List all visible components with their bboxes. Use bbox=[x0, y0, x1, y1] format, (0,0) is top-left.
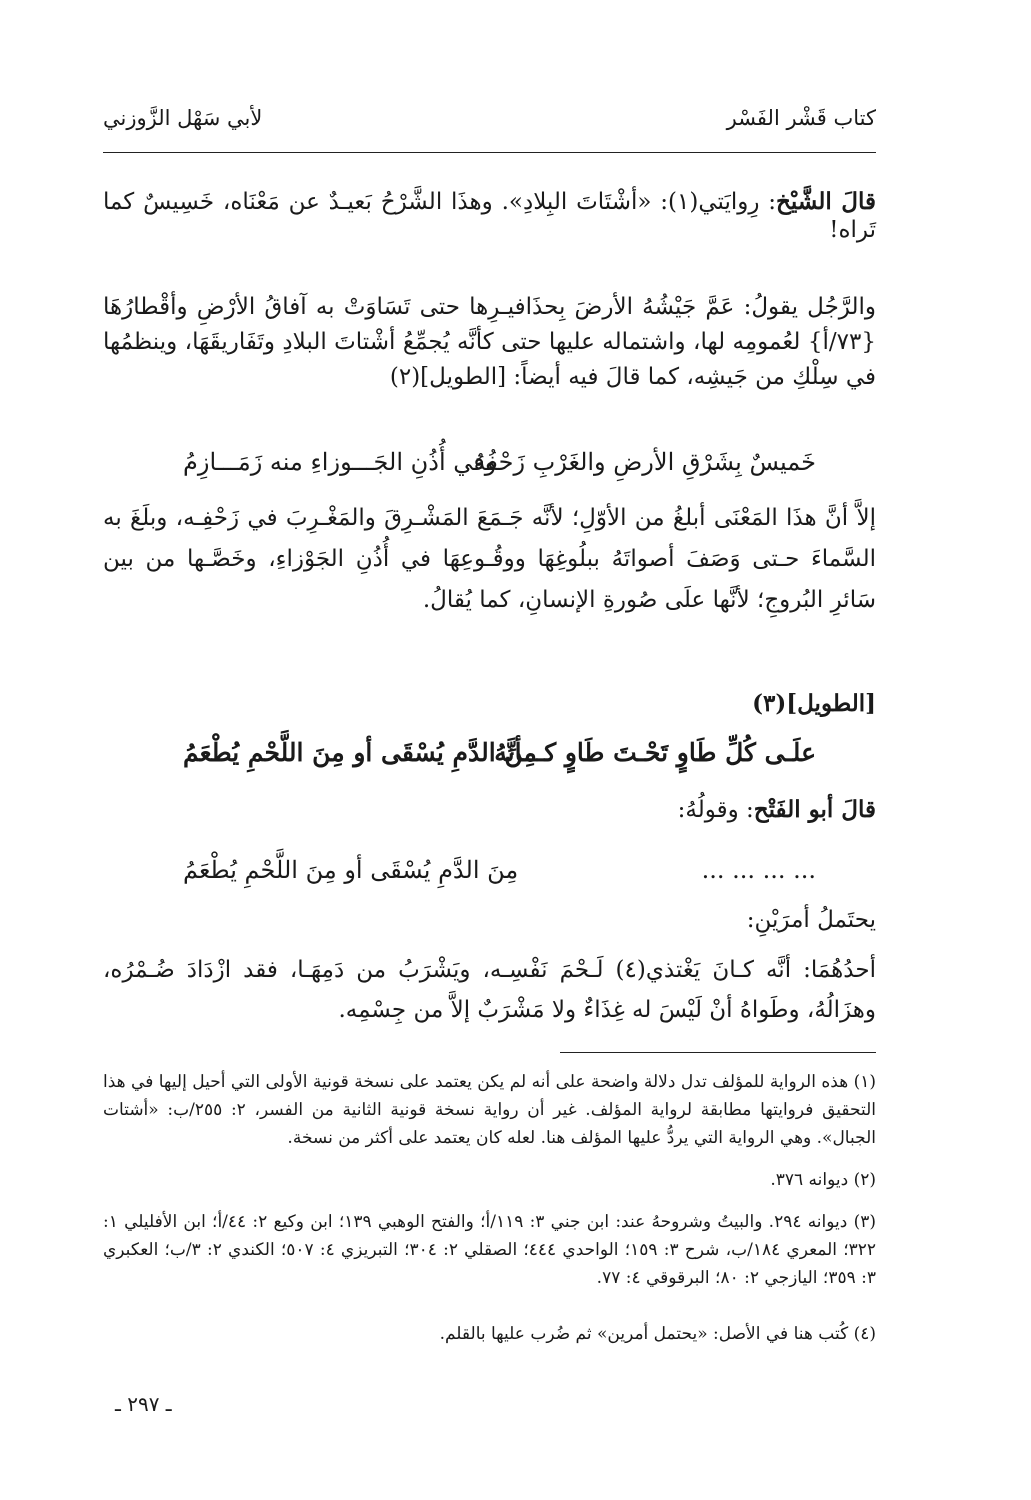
footnote-4: (٤) كُتب هنا في الأصل: «يحتمل أمرين» ثم ضُرب عليها بالقلم. bbox=[439, 1324, 876, 1344]
page-number: ـ ٢٩٧ ـ bbox=[115, 1392, 172, 1416]
verse-3 bbox=[103, 856, 876, 890]
running-header bbox=[103, 98, 876, 138]
verse-2-first-hemistich: علَـى كُلِّ طَاوٍ تَحْـتَ طَاوٍ كـــأنَّهُ bbox=[494, 738, 816, 767]
paragraph-1-text: : رِوايَتي(١): «أشْتَاتَ البِلادِ». وهذَا الشَّرْحُ بَعيـدٌ عن مَعْنَاه، خَسِيسٌ كما تَراه! bbox=[103, 189, 876, 243]
footnote-2: (٢) ديوانه ٣٧٦. bbox=[770, 1170, 876, 1190]
footnote-1: (١) هذه الرواية للمؤلف تدل دلالة واضحة على أنه لم يكن يعتمد على نسخة قونية الأولى التي أحيل إليها في هذا التحقيق فروايتها مطابقة لرواية المؤلف. غير أن رواية نسخة قونية الثانية من الفسر، ٢: ٢٥٥/ب: «أشتات الجبال». وهي الرواية التي يردُّ عليها المؤلف هنا. لعله كان يعتمد على أكثر من نسخة. bbox=[103, 1072, 876, 1148]
paragraph-2: والرَّجُل يقولُ: عَمَّ جَيْشُهُ الأرضَ بِحذَافيـرِها حتى تَسَاوَتْ به آفاقُ الأرْضِ وأقْطارُهَا {٧٣/أ} لعُمومِه لها، واشتماله عليها حتى كأنَّه يُجمِّعُ أشْتاتَ البلادِ وتَفَاريقَهَا، وينظمُها في سِلْكِ من جَيشِه، كما قالَ فيه أيضاً: [الطويل](٢) bbox=[103, 294, 876, 390]
paragraph-6: أحدُهُمَا: أنَّه كـانَ يَغْتذي(٤) لَـحْمَ نَفْسِـه، ويَشْرَبُ من دَمِهَـا، فقد ازْدَادَ ضُـمْرُه، وهزَالُهُ، وطَواهُ أنْ لَيْسَ له غِذَاءٌ ولا مَشْرَبٌ إلاَّ من جِسْمِه. bbox=[103, 957, 876, 1023]
paragraph-1 bbox=[103, 188, 876, 244]
header-book-title: كتاب قَشْر الفَسْر bbox=[726, 106, 876, 130]
verse-2-second-hemistich: مِنَ الدَّمِ يُسْقَى أو مِنَ اللَّحْمِ يُطْعَمُ bbox=[183, 738, 537, 767]
paragraph-3: إلاَّ أنَّ هذَا المَعْنَى أبلغُ من الأوّلِ؛ لأنَّه جَـمَعَ المَشْـرِقَ والمَغْـرِبَ في زَحْفِـه، وبلَغَ به السَّماءَ حـتى وَصَفَ أصواتَهُ ببلُوغِهَا ووقُـوعِهَا في أُذُنِ الجَوْزاءِ، وخَصَّـها من بين سَائرِ البُروجِ؛ لأنَّها علَى صُورةِ الإنسانِ، كما يُقالُ. bbox=[103, 505, 876, 613]
verse-3-first-hemistich: ... ... ... ... bbox=[701, 856, 816, 884]
speaker-label: قالَ الشَّيْخ bbox=[776, 188, 876, 215]
meter-label: [الطويل](٣) bbox=[752, 690, 876, 717]
footnote-3: (٣) ديوانه ٢٩٤. والبيتُ وشروحهُ عند: ابن جني ٣: ١١٩/أ؛ والفتح الوهبي ١٣٩؛ ابن وكيع ٢: ٤٤/أ؛ ابن الأفليلي ١: ٣٢٢؛ المعري ١٨٤/ب، شرح ٣: ١٥٩؛ الواحدي ٤٤٤؛ الصقلي ٢: ٣٠٤؛ التبريزي ٤: ٥٠٧؛ الكندي ٢: ٣/ب؛ العكبري ٣: ٣٥٩؛ اليازجي ٢: ٨٠؛ البرقوقي ٤: ٧٧. bbox=[103, 1212, 877, 1288]
header-divider bbox=[103, 152, 876, 153]
paragraph-5: يحتَملُ أمرَيْنِ: bbox=[746, 907, 876, 933]
paragraph-4 bbox=[103, 796, 876, 824]
footnote-divider bbox=[560, 1052, 876, 1053]
verse-3-second-hemistich: مِنَ الدَّمِ يُسْقَى أو مِنَ اللَّحْمِ يُطْعَمُ bbox=[183, 856, 519, 884]
verse-1 bbox=[103, 448, 876, 482]
verse-1-second-hemistich: وفي أُذُنِ الجَـــوزاءِ منه زَمَـــازِمُ bbox=[183, 448, 497, 476]
header-author: لأبي سَهْل الزَّوزني bbox=[103, 106, 263, 130]
paragraph-4-text: : وقولُهُ: bbox=[677, 797, 754, 823]
verse-2 bbox=[103, 738, 876, 772]
verse-1-first-hemistich: خَميسٌ بِشَرْقِ الأرضِ والغَرْبِ زَحْفُهُ bbox=[473, 448, 816, 476]
speaker-label-2: قالَ أبو الفَتْح bbox=[753, 796, 876, 823]
